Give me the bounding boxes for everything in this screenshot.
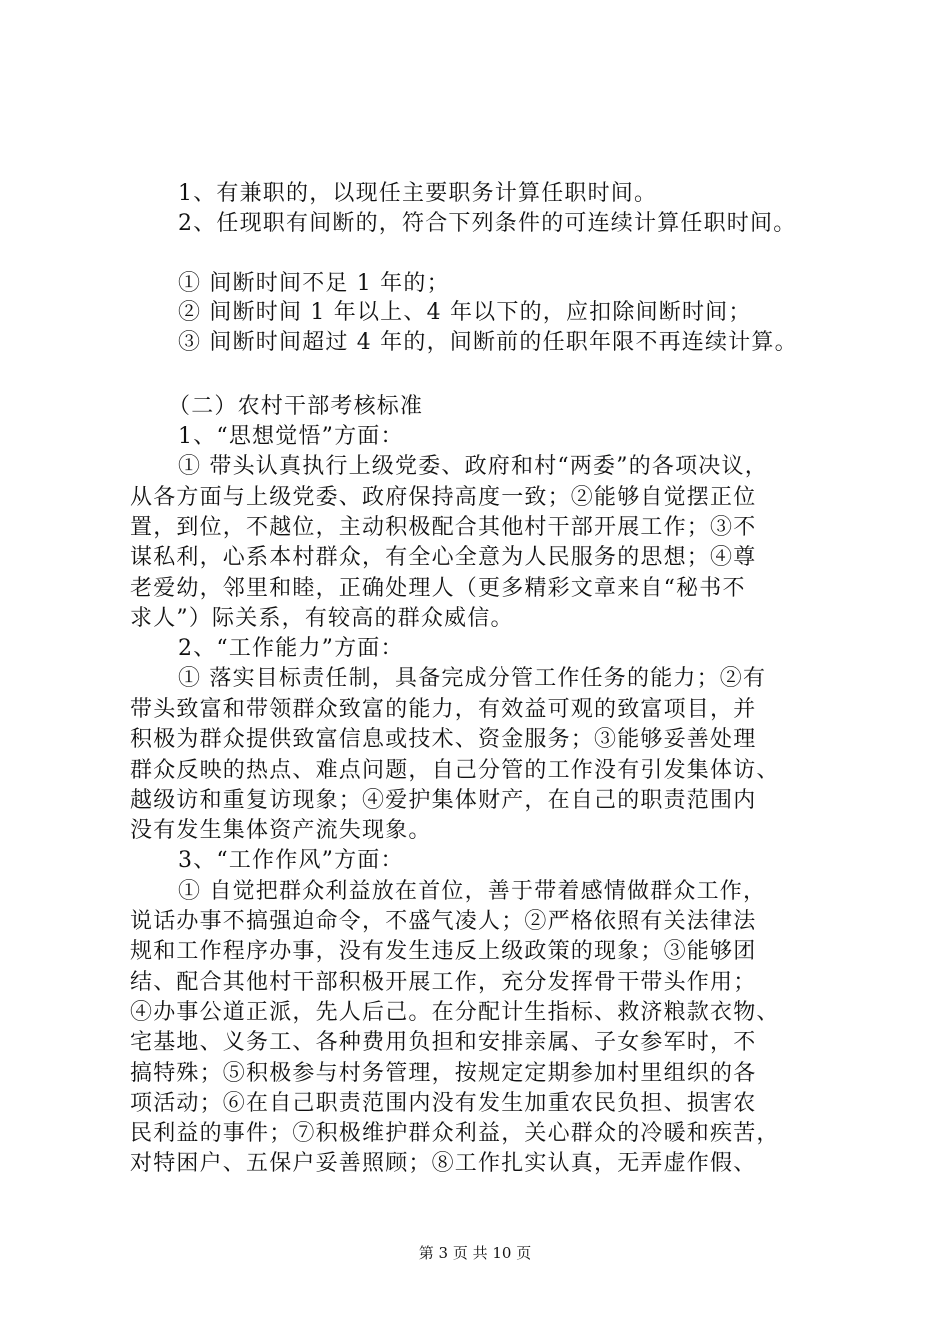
text-line: ④办事公道正派，先人后己。在分配计生指标、救济粮款衣物、 <box>130 1000 780 1025</box>
subsection-heading: 3、“工作作风”方面： <box>178 848 404 873</box>
text-line: 结、配合其他村干部积极开展工作，充分发挥骨干带头作用； <box>130 970 757 995</box>
subsection-heading: 2、“工作能力”方面： <box>178 636 404 661</box>
text-line: 没有发生集体资产流失现象。 <box>130 818 432 843</box>
text-line: 搞特殊；⑤积极参与村务管理，按规定定期参加村里组织的各 <box>130 1061 757 1086</box>
text-line: 从各方面与上级党委、政府保持高度一致；②能够自觉摆正位 <box>130 485 757 510</box>
text-line: 民利益的事件；⑦积极维护群众利益，关心群众的冷暖和疾苦， <box>130 1121 780 1146</box>
text-line: 谋私利，心系本村群众，有全心全意为人民服务的思想；④尊 <box>130 545 757 570</box>
text-line: ③ 间断时间超过 4 年的，间断前的任职年限不再连续计算。 <box>178 330 798 355</box>
text-line: 对特困户、五保户妥善照顾；⑧工作扎实认真，无弄虚作假、 <box>130 1151 757 1176</box>
text-line: 积极为群众提供致富信息或技术、资金服务；③能够妥善处理 <box>130 727 757 752</box>
subsection-heading: 1、“思想觉悟”方面： <box>178 424 404 449</box>
text-line: 带头致富和带领群众致富的能力，有效益可观的致富项目，并 <box>130 697 757 722</box>
text-line: 群众反映的热点、难点问题，自己分管的工作没有引发集体访、 <box>130 758 780 783</box>
text-line: 2、任现职有间断的，符合下列条件的可连续计算任职时间。 <box>178 211 797 236</box>
text-line: 项活动；⑥在自己职责范围内没有发生加重农民负担、损害农 <box>130 1091 757 1116</box>
text-line: 求人”）际关系，有较高的群众威信。 <box>130 606 514 631</box>
section-heading: （二）农村干部考核标准 <box>168 394 424 419</box>
text-line: 越级访和重复访现象；④爱护集体财产，在自己的职责范围内 <box>130 788 757 813</box>
text-line: 置，到位，不越位，主动积极配合其他村干部开展工作；③不 <box>130 515 757 540</box>
text-line: ① 间断时间不足 1 年的； <box>178 271 450 296</box>
page-number-footer: 第 3 页 共 10 页 <box>418 1244 532 1262</box>
text-line: 说话办事不搞强迫命令，不盛气凌人；②严格依照有关法律法 <box>130 909 757 934</box>
text-line: 宅基地、义务工、各种费用负担和安排亲属、子女参军时，不 <box>130 1030 757 1055</box>
text-line: 规和工作程序办事，没有发生违反上级政策的现象；③能够团 <box>130 939 757 964</box>
text-line: ① 带头认真执行上级党委、政府和村“两委”的各项决议， <box>178 454 768 479</box>
text-line: ① 落实目标责任制，具备完成分管工作任务的能力；②有 <box>178 666 767 691</box>
text-line: ② 间断时间 1 年以上、4 年以下的，应扣除间断时间； <box>178 300 752 325</box>
text-line: ① 自觉把群众利益放在首位，善于带着感情做群众工作， <box>178 879 767 904</box>
text-line: 1、有兼职的，以现任主要职务计算任职时间。 <box>178 181 658 206</box>
text-line: 老爱幼，邻里和睦，正确处理人（更多精彩文章来自“秘书不 <box>130 576 746 601</box>
